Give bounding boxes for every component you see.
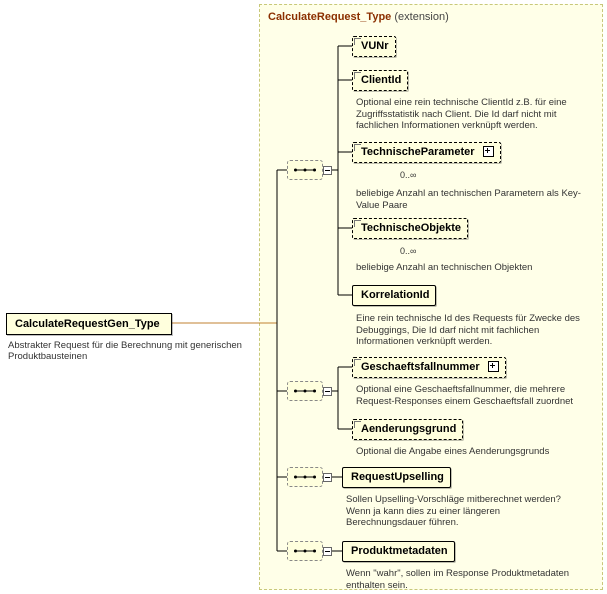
node-label: TechnischeObjekte [361, 222, 462, 234]
sequence-dot-mid-icon [304, 169, 307, 172]
optional-corner-icon [354, 421, 361, 428]
sequence-3-stub [323, 473, 332, 482]
sequence-2-stub [323, 387, 332, 396]
sequence-3[interactable] [287, 467, 323, 487]
sequence-1[interactable] [287, 160, 323, 180]
sequence-2[interactable] [287, 381, 323, 401]
node-requestupselling[interactable] [342, 467, 451, 488]
node-label: KorrelationId [361, 289, 430, 301]
node-requestupselling-description: Sollen Upselling-Vorschläge mitberechnet werden? Wenn ja kann dies zu einer längeren Berechnungsdauer führen. [346, 494, 561, 528]
node-label: ClientId [361, 74, 402, 86]
node-technischeparameter[interactable] [352, 142, 501, 163]
node-label: RequestUpselling [351, 471, 444, 483]
node-produktmetadaten[interactable] [342, 541, 455, 562]
sequence-4-stub [323, 547, 332, 556]
optional-corner-icon [354, 220, 361, 227]
node-technischeparameter-cardinality: 0..∞ [400, 170, 417, 180]
optional-corner-icon [354, 359, 361, 366]
sequence-4[interactable] [287, 541, 323, 561]
sequence-dot-mid-icon [304, 476, 307, 479]
node-technischeobjekte[interactable] [352, 218, 468, 239]
sequence-dot-mid-icon [304, 550, 307, 553]
node-technischeparameter-description: beliebige Anzahl an technischen Parametern als Key-Value Paare [356, 188, 581, 211]
extension-panel-title [268, 11, 449, 23]
node-vunr[interactable] [352, 36, 396, 57]
node-geschaeftsfallnummer[interactable] [352, 357, 506, 378]
node-label: TechnischeParameter [361, 146, 475, 158]
node-label: Aenderungsgrund [361, 423, 457, 435]
node-aenderungsgrund[interactable] [352, 419, 463, 440]
root-node-description: Abstrakter Request für die Berechnung mit generischen Produktbausteinen [8, 340, 242, 362]
root-node[interactable] [6, 313, 172, 335]
sequence-1-stub [323, 166, 332, 175]
node-label: Produktmetadaten [351, 545, 448, 557]
expand-plus-icon[interactable] [483, 146, 494, 157]
node-technischeobjekte-description: beliebige Anzahl an technischen Objekten [356, 262, 533, 273]
node-clientid-description: Optional eine rein technische ClientId z.B. für eine Zugriffsstatistik nach Client. Die Id darf nicht mit fachlichen Informationen verknüpft werden. [356, 97, 567, 131]
node-geschaeftsfallnummer-description: Optional eine Geschaeftsfallnummer, die mehrere Request-Responses einem Geschaeftsfall zuordnet [356, 384, 574, 407]
node-label: VUNr [361, 40, 389, 52]
node-korrelationid-description: Eine rein technische Id des Requests für Zwecke des Debuggings, Die Id darf nicht mit fachlichen Informationen verknüpft werden. [356, 313, 580, 347]
optional-corner-icon [354, 38, 361, 45]
sequence-dot-mid-icon [304, 390, 307, 393]
node-clientid[interactable] [352, 70, 408, 91]
node-produktmetadaten-description: Wenn "wahr", sollen im Response Produktmetadaten enthalten sein. [346, 568, 570, 591]
node-label: Geschaeftsfallnummer [361, 361, 480, 373]
extension-type-name: CalculateRequest_Type [268, 11, 392, 23]
optional-corner-icon [354, 72, 361, 79]
root-node-label: CalculateRequestGen_Type [15, 318, 160, 330]
node-korrelationid[interactable] [352, 285, 436, 306]
optional-corner-icon [354, 144, 361, 151]
node-aenderungsgrund-description: Optional die Angabe eines Aenderungsgrunds [356, 446, 550, 457]
expand-plus-icon[interactable] [488, 361, 499, 372]
node-technischeobjekte-cardinality: 0..∞ [400, 246, 417, 256]
extension-keyword: (extension) [394, 11, 449, 23]
